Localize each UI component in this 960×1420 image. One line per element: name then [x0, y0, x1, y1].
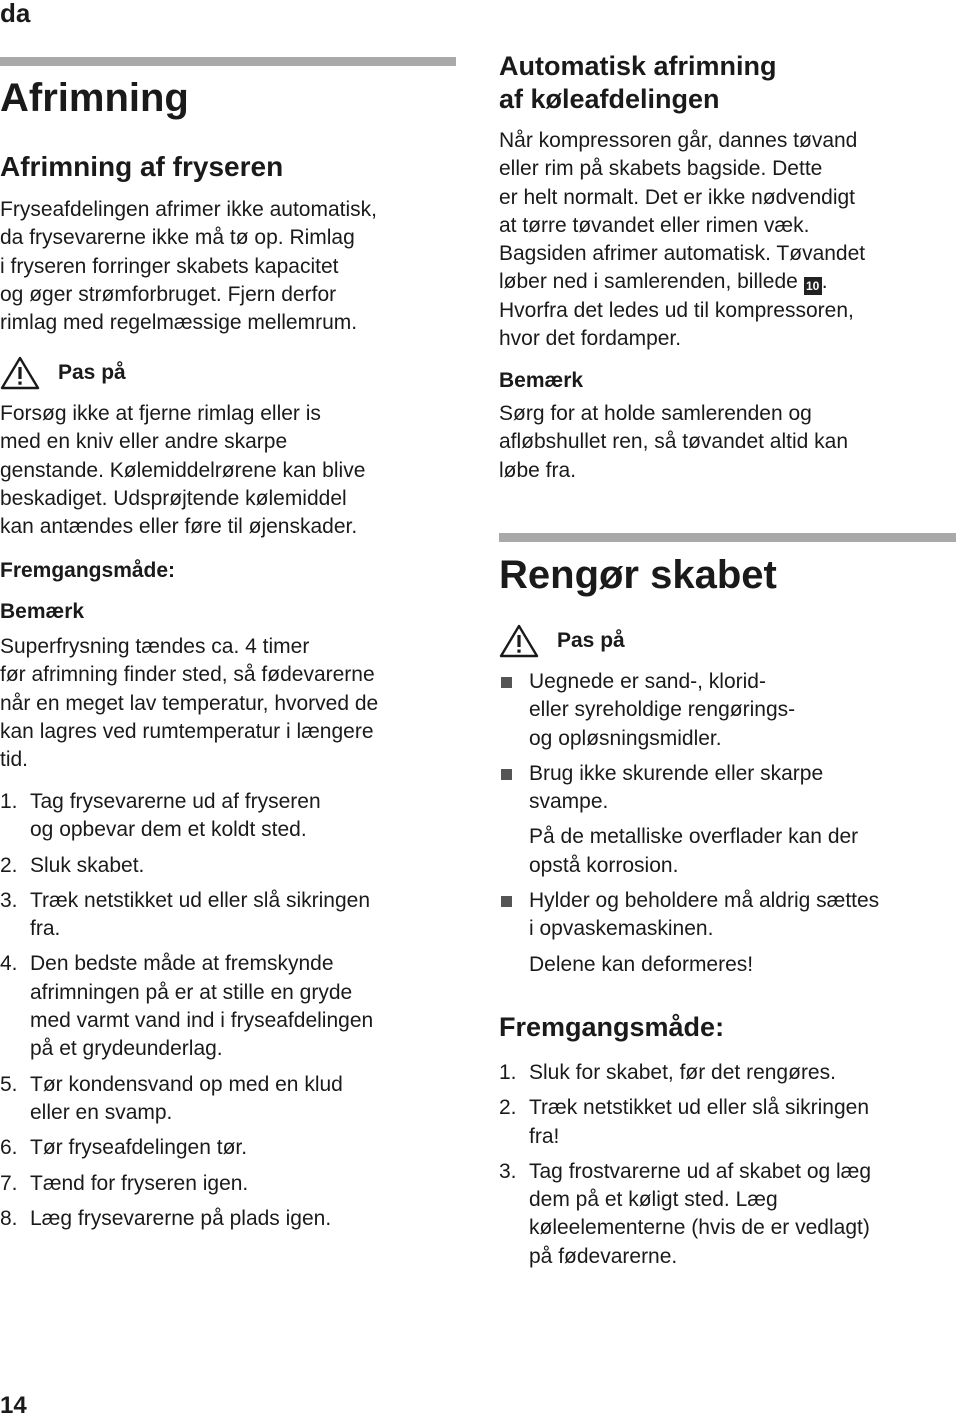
list-item — [499, 1158, 960, 1271]
step-text: på fødevarerne. — [529, 1244, 678, 1268]
step-text: Tag frysevarerne ud af fryseren — [30, 790, 321, 813]
bullet-text: Hylder og beholdere må aldrig sættes — [529, 889, 880, 913]
procedure-heading: Fremgangsmåde: — [499, 1012, 725, 1042]
language-code: da — [0, 0, 31, 28]
list-item — [499, 1094, 960, 1151]
list-item — [499, 668, 960, 753]
page-number: 14 — [0, 1392, 27, 1419]
bullet-subtext — [499, 951, 960, 979]
step-number: 1. — [0, 790, 18, 813]
text-line: Hvorfra det ledes ud til kompressoren, — [499, 298, 854, 322]
section-rule — [499, 533, 956, 542]
text-line: afløbshullet ren, så tøvandet altid kan — [499, 430, 849, 454]
warning-label: Pas på — [58, 361, 126, 384]
list-item — [0, 950, 470, 1063]
step-text: fra! — [529, 1124, 560, 1148]
step-text: Tør kondensvand op med en klud — [30, 1072, 343, 1096]
subtext-line: Delene kan deformeres! — [529, 952, 754, 976]
step-text: Den bedste måde at fremskynde — [30, 952, 334, 976]
text-line: og øger strømforbruget. Fjern derfor — [0, 282, 337, 306]
step-number: 5. — [0, 1072, 18, 1096]
bullet-text: Brug ikke skurende eller skarpe — [529, 761, 824, 785]
bullet-text: Uegnede er sand-, klorid- — [529, 670, 766, 693]
auto-defrost-title — [499, 50, 960, 116]
bullet-text: svampe. — [529, 790, 609, 814]
square-bullet-icon — [499, 760, 529, 817]
step-number: 2. — [0, 853, 18, 877]
step-text: afrimningen på er at stille en gryde — [30, 980, 353, 1004]
bullet-text: eller syreholdige rengørings- — [529, 698, 796, 722]
text-line: hvor det fordamper. — [499, 327, 682, 351]
text-line: når en meget lav temperatur, hvorved de — [0, 691, 379, 715]
list-item — [499, 1059, 960, 1087]
step-number: 8. — [0, 1206, 18, 1230]
step-text: og opbevar dem et koldt sted. — [30, 818, 307, 842]
warning-label: Pas på — [557, 629, 625, 652]
section-title: Afrimning af fryseren — [0, 151, 284, 182]
text-line: løber ned i samlerenden, billede 10 . — [499, 270, 828, 294]
bullet-text: og opløsningsmidler. — [529, 726, 722, 750]
note-text — [0, 633, 470, 774]
text-line: Forsøg ikke at fjerne rimlag eller is — [0, 402, 321, 425]
warning-header — [0, 356, 470, 390]
text-line: rimlag med regelmæssige mellemrum. — [0, 311, 358, 335]
text-line: Sørg for at holde samlerenden og — [499, 402, 812, 425]
step-text: Tænd for fryseren igen. — [30, 1171, 249, 1195]
procedure-heading: Fremgangsmåde: — [0, 559, 176, 582]
note-text — [499, 400, 960, 485]
text-line: da frysevarerne ikke må tø op. Rimlag — [0, 226, 355, 250]
text-line: at tørre tøvandet eller rimen væk. — [499, 213, 810, 237]
text-line: Superfrysning tændes ca. 4 timer — [0, 635, 310, 658]
subtext-line: På de metalliske overflader kan der — [529, 825, 859, 849]
text-line: beskadiget. Udsprøjtende kølemiddel — [0, 486, 347, 510]
text-line: med en kniv eller andre skarpe — [0, 430, 288, 454]
step-text: eller en svamp. — [30, 1100, 173, 1124]
auto-defrost-text — [499, 127, 960, 353]
section-title: Rengør skabet — [499, 553, 777, 597]
square-bullet-icon — [499, 668, 529, 753]
title-line: af køleafdelingen — [499, 84, 720, 114]
bullet-text: i opvaskemaskinen. — [529, 917, 714, 941]
text-line: kan antændes eller føre til øjenskader. — [0, 515, 358, 539]
caution-list — [499, 668, 960, 979]
text-line: tid. — [0, 748, 29, 772]
list-item — [0, 852, 470, 880]
step-text: Sluk skabet. — [30, 853, 145, 877]
text-line: løbe fra. — [499, 458, 577, 482]
step-number: 3. — [499, 1159, 517, 1183]
list-item — [0, 1170, 470, 1198]
warning-text — [0, 400, 470, 541]
note-heading: Bemærk — [499, 369, 584, 392]
step-number: 3. — [0, 888, 18, 912]
bullet-subtext — [499, 823, 960, 880]
procedure-steps — [0, 788, 470, 1233]
list-item — [499, 887, 960, 979]
step-text: på et grydeunderlag. — [30, 1037, 223, 1061]
step-text: Træk netstikket ud eller slå sikringen — [529, 1096, 870, 1120]
section-rule — [0, 57, 456, 66]
warning-icon — [0, 356, 40, 390]
text-line: kan lagres ved rumtemperatur i længere — [0, 719, 374, 743]
step-number: 2. — [499, 1096, 517, 1120]
list-item — [0, 887, 470, 944]
step-text: med varmt vand ind i fryseafdelingen — [30, 1009, 374, 1033]
step-number: 4. — [0, 952, 18, 976]
warning-icon — [499, 624, 539, 658]
text-line: Fryseafdelingen afrimer ikke automatisk, — [0, 198, 377, 221]
text-line: Bagsiden afrimer automatisk. Tøvandet — [499, 242, 866, 266]
text-line: i fryseren forringer skabets kapacitet — [0, 254, 339, 278]
step-text: køleelementerne (hvis de er vedlagt) — [529, 1216, 870, 1240]
step-text: Sluk for skabet, før det rengøres. — [529, 1061, 836, 1084]
step-text: Tør fryseafdelingen tør. — [30, 1136, 248, 1160]
text-line: eller rim på skabets bagside. Dette — [499, 157, 823, 181]
page-title: Afrimning — [0, 76, 189, 120]
text-line: er helt normalt. Det er ikke nødvendigt — [499, 185, 855, 209]
step-text: fra. — [30, 917, 61, 941]
text-line: før afrimning finder sted, så fødevarerne — [0, 663, 375, 687]
note-heading: Bemærk — [0, 600, 85, 623]
title-line: Automatisk afrimning — [499, 51, 777, 81]
text-line: Når kompressoren går, dannes tøvand — [499, 129, 858, 152]
procedure-steps — [499, 1059, 960, 1271]
list-item — [0, 1205, 470, 1233]
fig-ref-text: løber ned i samlerenden, billede — [499, 270, 798, 294]
step-text: Træk netstikket ud eller slå sikringen — [30, 888, 371, 912]
warning-header — [499, 624, 960, 658]
figure-reference-icon: 10 — [804, 277, 822, 295]
intro-paragraph — [0, 196, 470, 337]
step-number: 7. — [0, 1171, 18, 1195]
step-text: Tag frostvarerne ud af skabet og læg — [529, 1159, 872, 1183]
list-item — [0, 1134, 470, 1162]
list-item — [0, 788, 470, 845]
list-item — [499, 760, 960, 880]
step-text: Læg frysevarerne på plads igen. — [30, 1206, 332, 1230]
square-bullet-icon — [499, 887, 529, 944]
step-text: dem på et køligt sted. Læg — [529, 1188, 778, 1212]
subtext-line: opstå korrosion. — [529, 853, 679, 877]
list-item — [0, 1071, 470, 1128]
text-line: genstande. Kølemiddelrørene kan blive — [0, 458, 366, 482]
step-number: 1. — [499, 1061, 517, 1084]
step-number: 6. — [0, 1136, 18, 1160]
